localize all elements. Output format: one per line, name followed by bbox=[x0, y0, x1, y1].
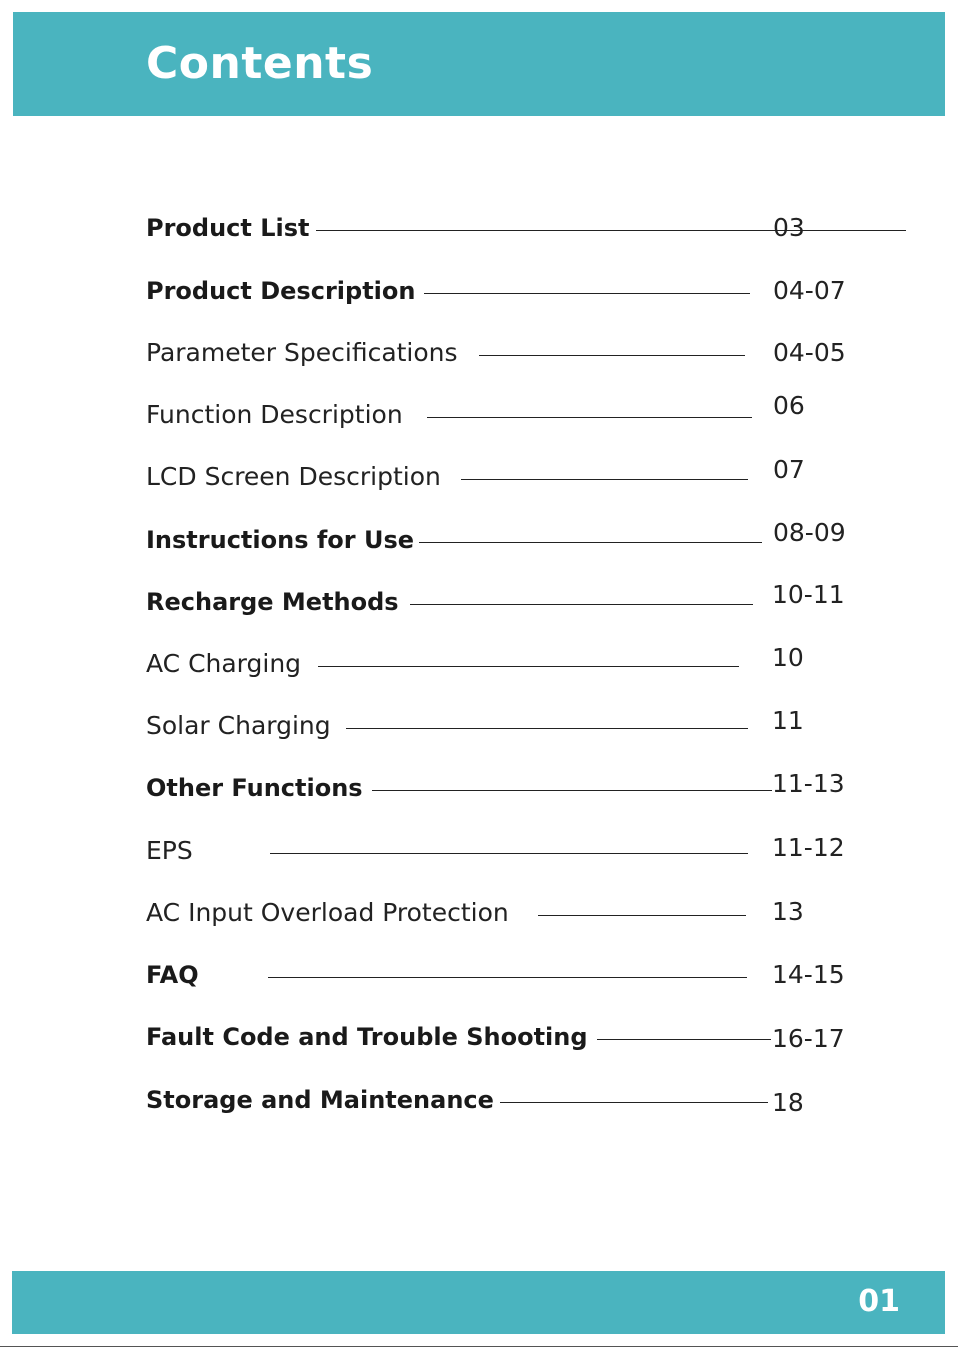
toc-entry-page: 10-11 bbox=[772, 580, 845, 609]
toc-leader-line bbox=[538, 915, 746, 916]
toc-leader-line bbox=[479, 355, 745, 356]
toc-entry-label: Instructions for Use bbox=[146, 526, 415, 554]
toc-entry-page: 11-12 bbox=[772, 833, 845, 862]
toc-entry-page: 13 bbox=[772, 897, 804, 926]
toc-entry-label: Parameter Specifications bbox=[146, 338, 458, 367]
toc-entry-page: 11-13 bbox=[772, 769, 845, 798]
page-number: 01 bbox=[858, 1284, 900, 1319]
footer-banner bbox=[12, 1271, 945, 1334]
toc-entry-label: LCD Screen Description bbox=[146, 462, 441, 491]
toc-leader-line bbox=[316, 230, 906, 231]
toc-leader-line bbox=[346, 728, 748, 729]
toc-entry-page: 10 bbox=[772, 643, 804, 672]
toc-entry-label: Product Description bbox=[146, 277, 416, 305]
toc-entry-page: 18 bbox=[772, 1088, 804, 1117]
toc-entry-label: EPS bbox=[146, 836, 193, 865]
toc-entry-label: Storage and Maintenance bbox=[146, 1086, 494, 1114]
toc-entry-page: 03 bbox=[773, 213, 805, 242]
toc-entry-page: 08-09 bbox=[773, 518, 846, 547]
toc-entry-page: 11 bbox=[772, 706, 804, 735]
page-title: Contents bbox=[146, 38, 374, 89]
toc-leader-line bbox=[268, 977, 747, 978]
bottom-edge-rule bbox=[0, 1346, 958, 1347]
toc-leader-line bbox=[500, 1102, 768, 1103]
toc-leader-line bbox=[419, 542, 762, 543]
toc-leader-line bbox=[410, 604, 753, 605]
toc-entry-label: Function Description bbox=[146, 400, 403, 429]
toc-entry-label: Other Functions bbox=[146, 774, 363, 802]
toc-entry-label: Solar Charging bbox=[146, 711, 331, 740]
toc-entry-page: 04-07 bbox=[773, 276, 846, 305]
toc-entry-label: Recharge Methods bbox=[146, 588, 399, 616]
toc-leader-line bbox=[461, 479, 748, 480]
toc-entry-page: 07 bbox=[773, 455, 805, 484]
toc-entry-label: Fault Code and Trouble Shooting bbox=[146, 1023, 588, 1051]
toc-entry-label: AC Input Overload Protection bbox=[146, 898, 509, 927]
toc-leader-line bbox=[424, 293, 750, 294]
toc-entry-page: 14-15 bbox=[772, 960, 845, 989]
toc-leader-line bbox=[372, 790, 772, 791]
toc-leader-line bbox=[597, 1039, 771, 1040]
toc-entry-page: 16-17 bbox=[772, 1024, 845, 1053]
toc-entry-label: AC Charging bbox=[146, 649, 302, 678]
toc-entry-label: Product List bbox=[146, 214, 310, 242]
toc-entry-label: FAQ bbox=[146, 961, 199, 989]
toc-entry-page: 06 bbox=[773, 391, 805, 420]
toc-leader-line bbox=[270, 853, 748, 854]
toc-leader-line bbox=[427, 417, 752, 418]
toc-leader-line bbox=[318, 666, 739, 667]
toc-entry-page: 04-05 bbox=[773, 338, 846, 367]
